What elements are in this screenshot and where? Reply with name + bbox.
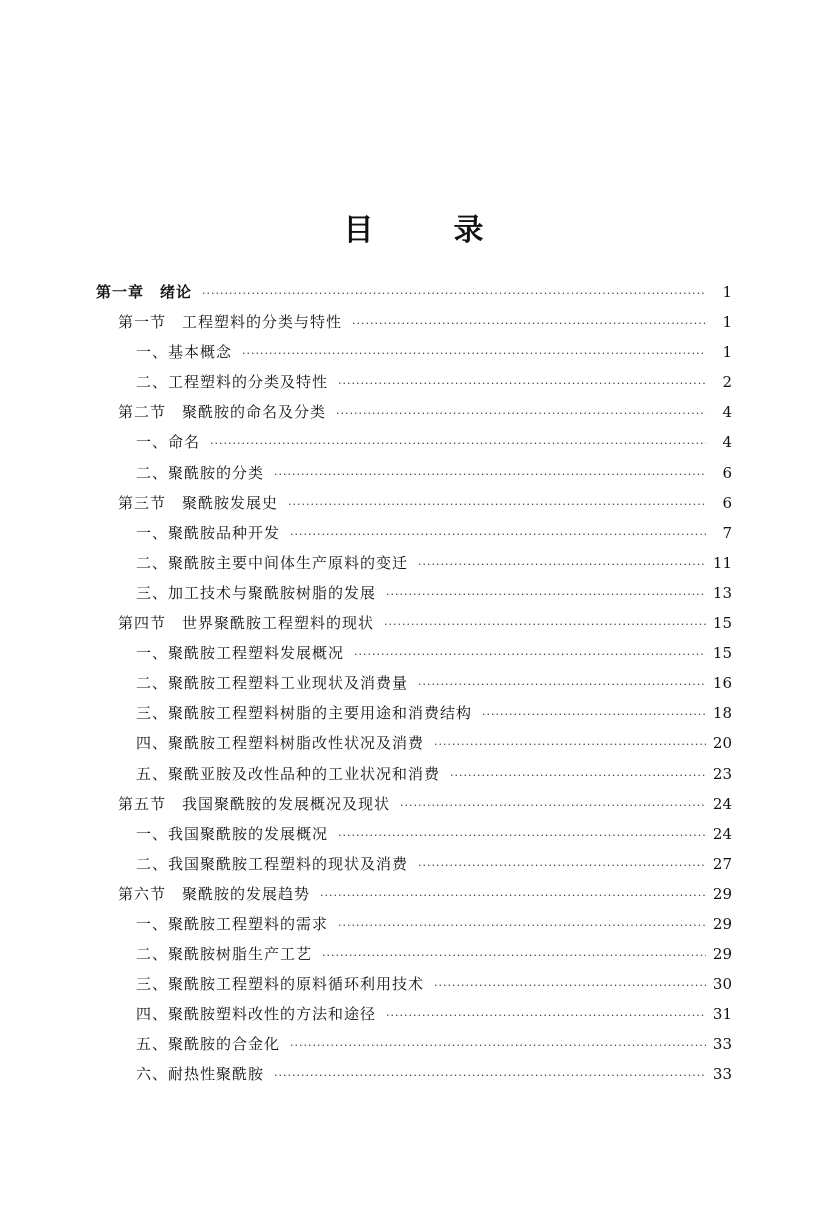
- toc-entry-page-number: 18: [712, 704, 732, 723]
- toc-subsection-entry[interactable]: [96, 367, 732, 397]
- toc-subsection-entry[interactable]: [96, 909, 732, 939]
- dot-leader: [354, 640, 706, 670]
- toc-entry-page-number: 13: [712, 583, 732, 602]
- toc-entry-page-number: 4: [722, 403, 732, 422]
- dot-leader: [434, 730, 706, 760]
- toc-entry-label: 三、聚酰胺工程塑料树脂的主要用途和消费结构: [136, 704, 473, 723]
- page-title: [0, 205, 827, 249]
- toc-entry-label: 二、我国聚酰胺工程塑料的现状及消费: [136, 854, 409, 873]
- toc-section-entry[interactable]: [96, 608, 732, 638]
- toc-entry-page-number: 11: [712, 553, 732, 572]
- toc-entry-page-number: 20: [712, 734, 732, 753]
- dot-leader: [352, 309, 706, 339]
- toc-subsection-entry[interactable]: [96, 849, 732, 879]
- toc-section-entry[interactable]: [96, 397, 732, 427]
- toc-entry-page-number: 30: [712, 975, 732, 994]
- toc-entry-page-number: 31: [712, 1005, 732, 1024]
- dot-leader: [450, 761, 706, 791]
- toc-subsection-entry[interactable]: [96, 939, 732, 969]
- toc-subsection-entry[interactable]: [96, 518, 732, 548]
- toc-entry-page-number: 15: [712, 614, 732, 633]
- toc-entry-page-number: 7: [722, 523, 732, 542]
- toc-entry-page-number: 33: [712, 1035, 732, 1054]
- toc-subsection-entry[interactable]: [96, 668, 732, 698]
- table-of-contents: [96, 277, 732, 1090]
- dot-leader: [418, 670, 706, 700]
- toc-entry-label: 第一章 绪论: [96, 283, 193, 301]
- toc-entry-label: 二、工程塑料的分类及特性: [136, 373, 329, 392]
- toc-entry-label: 第六节 聚酰胺的发展趋势: [118, 884, 311, 903]
- dot-leader: [320, 881, 706, 911]
- toc-chapter-entry[interactable]: [96, 277, 732, 307]
- title-char-2: 录: [453, 213, 484, 248]
- toc-entry-label: 三、加工技术与聚酰胺树脂的发展: [136, 583, 377, 602]
- toc-entry-page-number: 24: [712, 794, 732, 813]
- dot-leader: [242, 339, 706, 369]
- toc-subsection-entry[interactable]: [96, 698, 732, 728]
- toc-entry-label: 第四节 世界聚酰胺工程塑料的现状: [118, 614, 375, 633]
- toc-section-entry[interactable]: [96, 488, 732, 518]
- dot-leader: [384, 610, 706, 640]
- toc-entry-label: 一、我国聚酰胺的发展概况: [136, 824, 329, 843]
- toc-entry-page-number: 6: [722, 493, 732, 512]
- toc-subsection-entry[interactable]: [96, 999, 732, 1029]
- dot-leader: [386, 580, 706, 610]
- toc-entry-label: 三、聚酰胺工程塑料的原料循环利用技术: [136, 975, 425, 994]
- toc-entry-page-number: 29: [712, 945, 732, 964]
- toc-entry-label: 二、聚酰胺主要中间体生产原料的变迁: [136, 553, 409, 572]
- dot-leader: [322, 941, 706, 971]
- toc-entry-page-number: 24: [712, 824, 732, 843]
- toc-subsection-entry[interactable]: [96, 969, 732, 999]
- toc-entry-page-number: 27: [712, 854, 732, 873]
- dot-leader: [338, 821, 706, 851]
- toc-entry-label: 一、聚酰胺工程塑料发展概况: [136, 644, 345, 663]
- toc-entry-page-number: 16: [712, 674, 732, 693]
- toc-entry-label: 五、聚酰亚胺及改性品种的工业状况和消费: [136, 764, 441, 783]
- dot-leader: [274, 1061, 706, 1091]
- dot-leader: [418, 550, 706, 580]
- dot-leader: [386, 1001, 706, 1031]
- dot-leader: [338, 369, 706, 399]
- toc-subsection-entry[interactable]: [96, 578, 732, 608]
- dot-leader: [290, 1031, 706, 1061]
- toc-subsection-entry[interactable]: [96, 728, 732, 758]
- dot-leader: [336, 399, 706, 429]
- dot-leader: [288, 490, 706, 520]
- toc-entry-label: 一、命名: [136, 433, 201, 452]
- toc-section-entry[interactable]: [96, 307, 732, 337]
- toc-entry-page-number: 1: [722, 313, 732, 332]
- dot-leader: [418, 851, 706, 881]
- toc-entry-label: 二、聚酰胺的分类: [136, 463, 265, 482]
- toc-entry-label: 第一节 工程塑料的分类与特性: [118, 313, 343, 332]
- toc-entry-label: 第二节 聚酰胺的命名及分类: [118, 403, 327, 422]
- dot-leader: [202, 279, 706, 309]
- toc-entry-page-number: 29: [712, 884, 732, 903]
- toc-entry-label: 六、耐热性聚酰胺: [136, 1065, 265, 1084]
- toc-entry-page-number: 29: [712, 914, 732, 933]
- toc-entry-page-number: 4: [722, 433, 732, 452]
- dot-leader: [274, 460, 706, 490]
- toc-entry-label: 一、聚酰胺品种开发: [136, 523, 281, 542]
- toc-entry-label: 第三节 聚酰胺发展史: [118, 493, 279, 512]
- toc-subsection-entry[interactable]: [96, 548, 732, 578]
- title-char-1: 目: [343, 213, 374, 248]
- dot-leader: [290, 520, 706, 550]
- toc-entry-page-number: 33: [712, 1065, 732, 1084]
- toc-entry-label: 五、聚酰胺的合金化: [136, 1035, 281, 1054]
- dot-leader: [400, 791, 706, 821]
- toc-entry-label: 四、聚酰胺工程塑料树脂改性状况及消费: [136, 734, 425, 753]
- toc-entry-label: 二、聚酰胺树脂生产工艺: [136, 945, 313, 964]
- toc-entry-label: 四、聚酰胺塑料改性的方法和途径: [136, 1005, 377, 1024]
- toc-subsection-entry[interactable]: [96, 759, 732, 789]
- toc-section-entry[interactable]: [96, 879, 732, 909]
- toc-entry-page-number: 1: [722, 283, 732, 301]
- toc-entry-label: 一、基本概念: [136, 343, 233, 362]
- toc-subsection-entry[interactable]: [96, 638, 732, 668]
- toc-entry-label: 一、聚酰胺工程塑料的需求: [136, 914, 329, 933]
- toc-entry-label: 第五节 我国聚酰胺的发展概况及现状: [118, 794, 391, 813]
- toc-subsection-entry[interactable]: [96, 1029, 732, 1059]
- toc-subsection-entry[interactable]: [96, 337, 732, 367]
- toc-subsection-entry[interactable]: [96, 819, 732, 849]
- toc-entry-page-number: 23: [712, 764, 732, 783]
- toc-subsection-entry[interactable]: [96, 458, 732, 488]
- toc-entry-page-number: 15: [712, 644, 732, 663]
- dot-leader: [482, 700, 706, 730]
- dot-leader: [434, 971, 706, 1001]
- toc-section-entry[interactable]: [96, 789, 732, 819]
- dot-leader: [210, 429, 706, 459]
- dot-leader: [338, 911, 706, 941]
- toc-subsection-entry[interactable]: [96, 1059, 732, 1089]
- toc-entry-page-number: 2: [722, 373, 732, 392]
- toc-entry-page-number: 1: [722, 343, 732, 362]
- toc-subsection-entry[interactable]: [96, 427, 732, 457]
- toc-entry-page-number: 6: [722, 463, 732, 482]
- toc-entry-label: 二、聚酰胺工程塑料工业现状及消费量: [136, 674, 409, 693]
